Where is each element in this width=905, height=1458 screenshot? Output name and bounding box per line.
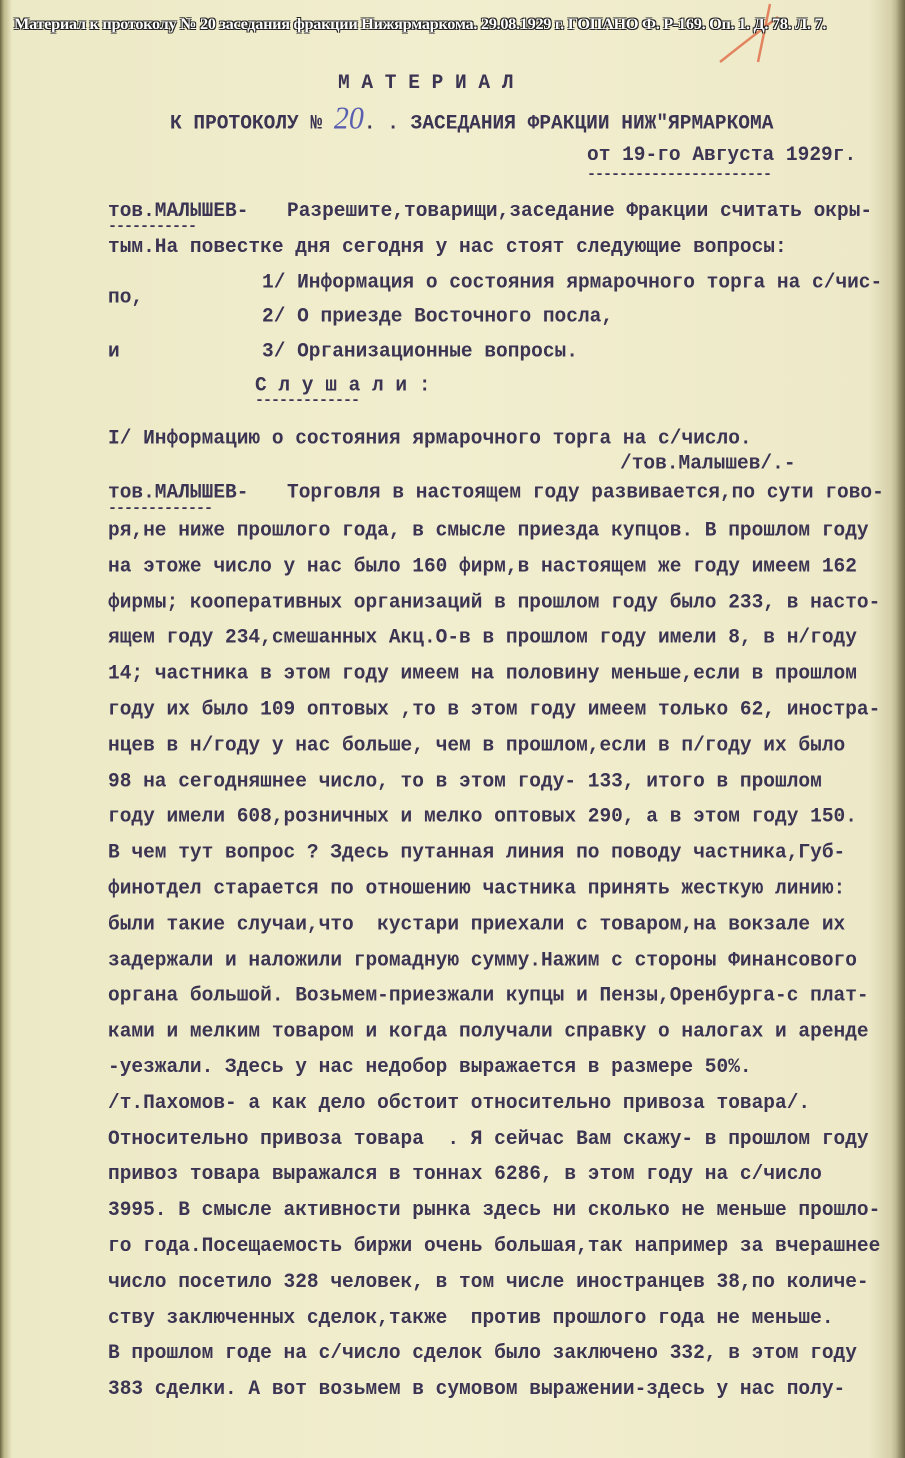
speech-line: 98 на сегодняшнее число, то в этом году- 133, итого в прошлом bbox=[108, 769, 822, 793]
speech-line: на этоже число у нас было 160 фирм,в настоящем же году имеем 162 bbox=[108, 554, 857, 578]
opening-line-2: тым.На повестке дня сегодня у нас стоят следующие вопросы: bbox=[108, 235, 787, 259]
heard-label: С л у ш а л и : bbox=[255, 373, 431, 397]
item1-reporter: /тов.Малышев/.- bbox=[620, 451, 796, 475]
speech-line: ками и мелким товаром и когда получали справку о налогах и аренде bbox=[108, 1019, 869, 1043]
speech-line: фирмы; кооперативных организаций в прошлом году было 233, в насто- bbox=[108, 590, 881, 614]
speech-line: -уезжали. Здесь у нас недобор выражается в размере 50%. bbox=[108, 1055, 752, 1079]
speech-line: были такие случаи,что кустари приехали с товаром,на вокзале их bbox=[108, 912, 846, 936]
speech-line: году имели 608,розничных и мелко оптовых 290, а в этом году 150. bbox=[108, 804, 857, 828]
document-title: М А Т Е Р И А Л bbox=[338, 71, 514, 95]
agenda-item-3-margin: и bbox=[108, 339, 120, 363]
heard-underline: ------------- bbox=[255, 392, 360, 409]
speech-line: органа большой. Возьмем-приезжали купцы и Пензы,Оренбурга-с плат- bbox=[108, 983, 869, 1007]
agenda-item-1: 1/ Информация о состояния ярмарочного торга на с/чис- bbox=[262, 270, 883, 294]
opening-line-1: Разрешите,товарищи,заседание Фракции считать окры- bbox=[287, 199, 873, 223]
speech-speaker-underline: ------------- bbox=[108, 500, 213, 517]
speech-line: ря,не ниже прошлого года, в смысле приезда купцов. В прошлом году bbox=[108, 518, 869, 542]
speech-line: число посетило 328 человек, в том числе иностранцев 38,по количе- bbox=[108, 1270, 869, 1294]
speech-line: нцев в н/году у нас больше, чем в прошлом,если в п/году их было bbox=[108, 733, 846, 757]
speech-line: Относительно привоза товара . Я сейчас Вам скажу- в прошлом году bbox=[108, 1127, 869, 1151]
speech-line: В прошлом годе на с/число сделок было заключено 332, в этом году bbox=[108, 1341, 857, 1365]
speech-line: 3995. В смысле активности рынка здесь ни сколько не меньше прошло- bbox=[108, 1198, 881, 1222]
document-date: от 19-го Августа 1929г. bbox=[587, 143, 857, 167]
opening-speaker: тов.МАЛЫШЕВ- bbox=[108, 199, 249, 223]
speech-line: ству заключенных сделок,также против прошлого года не меньше. bbox=[108, 1306, 834, 1330]
speech-line: финотдел старается по отношению частника принять жесткую линию: bbox=[108, 876, 846, 900]
speaker-underline: ----------- bbox=[108, 218, 197, 235]
page-edge-shadow bbox=[891, 0, 905, 1458]
speech-line: /т.Пахомов- а как дело обстоит относительно привоза товара/. bbox=[108, 1091, 811, 1115]
speech-line: задержали и наложили громадную сумму.Нажим с стороны Финансового bbox=[108, 948, 857, 972]
archive-caption: Материал к протоколу № 20 заседания фракции Нижярмаркома. 29.08.1929 г. ГОПАНО Ф. Р-169. Оп. 1. Д. 78. Л. 7. bbox=[14, 14, 827, 33]
agenda-item-3: 3/ Организационные вопросы. bbox=[262, 339, 578, 363]
speech-speaker: тов.МАЛЫШЕВ- bbox=[108, 480, 249, 504]
handwritten-protocol-number: 20 bbox=[333, 101, 364, 136]
speech-line: В чем тут вопрос ? Здесь путанная линия по поводу частника,Губ- bbox=[108, 840, 846, 864]
speech-line: 14; частника в этом году имеем на половину меньше,если в прошлом bbox=[108, 661, 857, 685]
speech-line: го года.Посещаемость биржи очень большая,так например за вчерашнее bbox=[108, 1234, 881, 1258]
agenda-item-2: 2/ О приезде Восточного посла, bbox=[262, 304, 614, 328]
speech-line: ящем году 234,смешанных Акц.О-в в прошлом году имели 8, в н/году bbox=[108, 625, 857, 649]
red-pencil-mark bbox=[700, 2, 780, 72]
protocol-prefix: К ПРОТОКОЛУ № bbox=[170, 111, 334, 135]
protocol-suffix: . . ЗАСЕДАНИЯ ФРАКЦИИ НИЖ"ЯРМАРКОМА bbox=[363, 111, 774, 135]
speech-line: году их было 109 оптовых ,то в этом году имеем только 62, иностра- bbox=[108, 697, 881, 721]
agenda-item-1-continuation: по, bbox=[108, 285, 144, 309]
speech-line: привоз товара выражался в тоннах 6286, в этом году на с/число bbox=[108, 1162, 822, 1186]
date-underline: ----------------------- bbox=[587, 166, 772, 183]
item1-title: I/ Информацию о состояния ярмарочного торга на с/число. bbox=[108, 426, 752, 450]
speech-line: 383 сделки. А вот возьмем в сумовом выражении-здесь у нас полу- bbox=[108, 1377, 846, 1401]
speech-first-line: Торговля в настоящем году развивается,по сути гово- bbox=[287, 480, 884, 504]
protocol-heading bbox=[170, 101, 774, 136]
